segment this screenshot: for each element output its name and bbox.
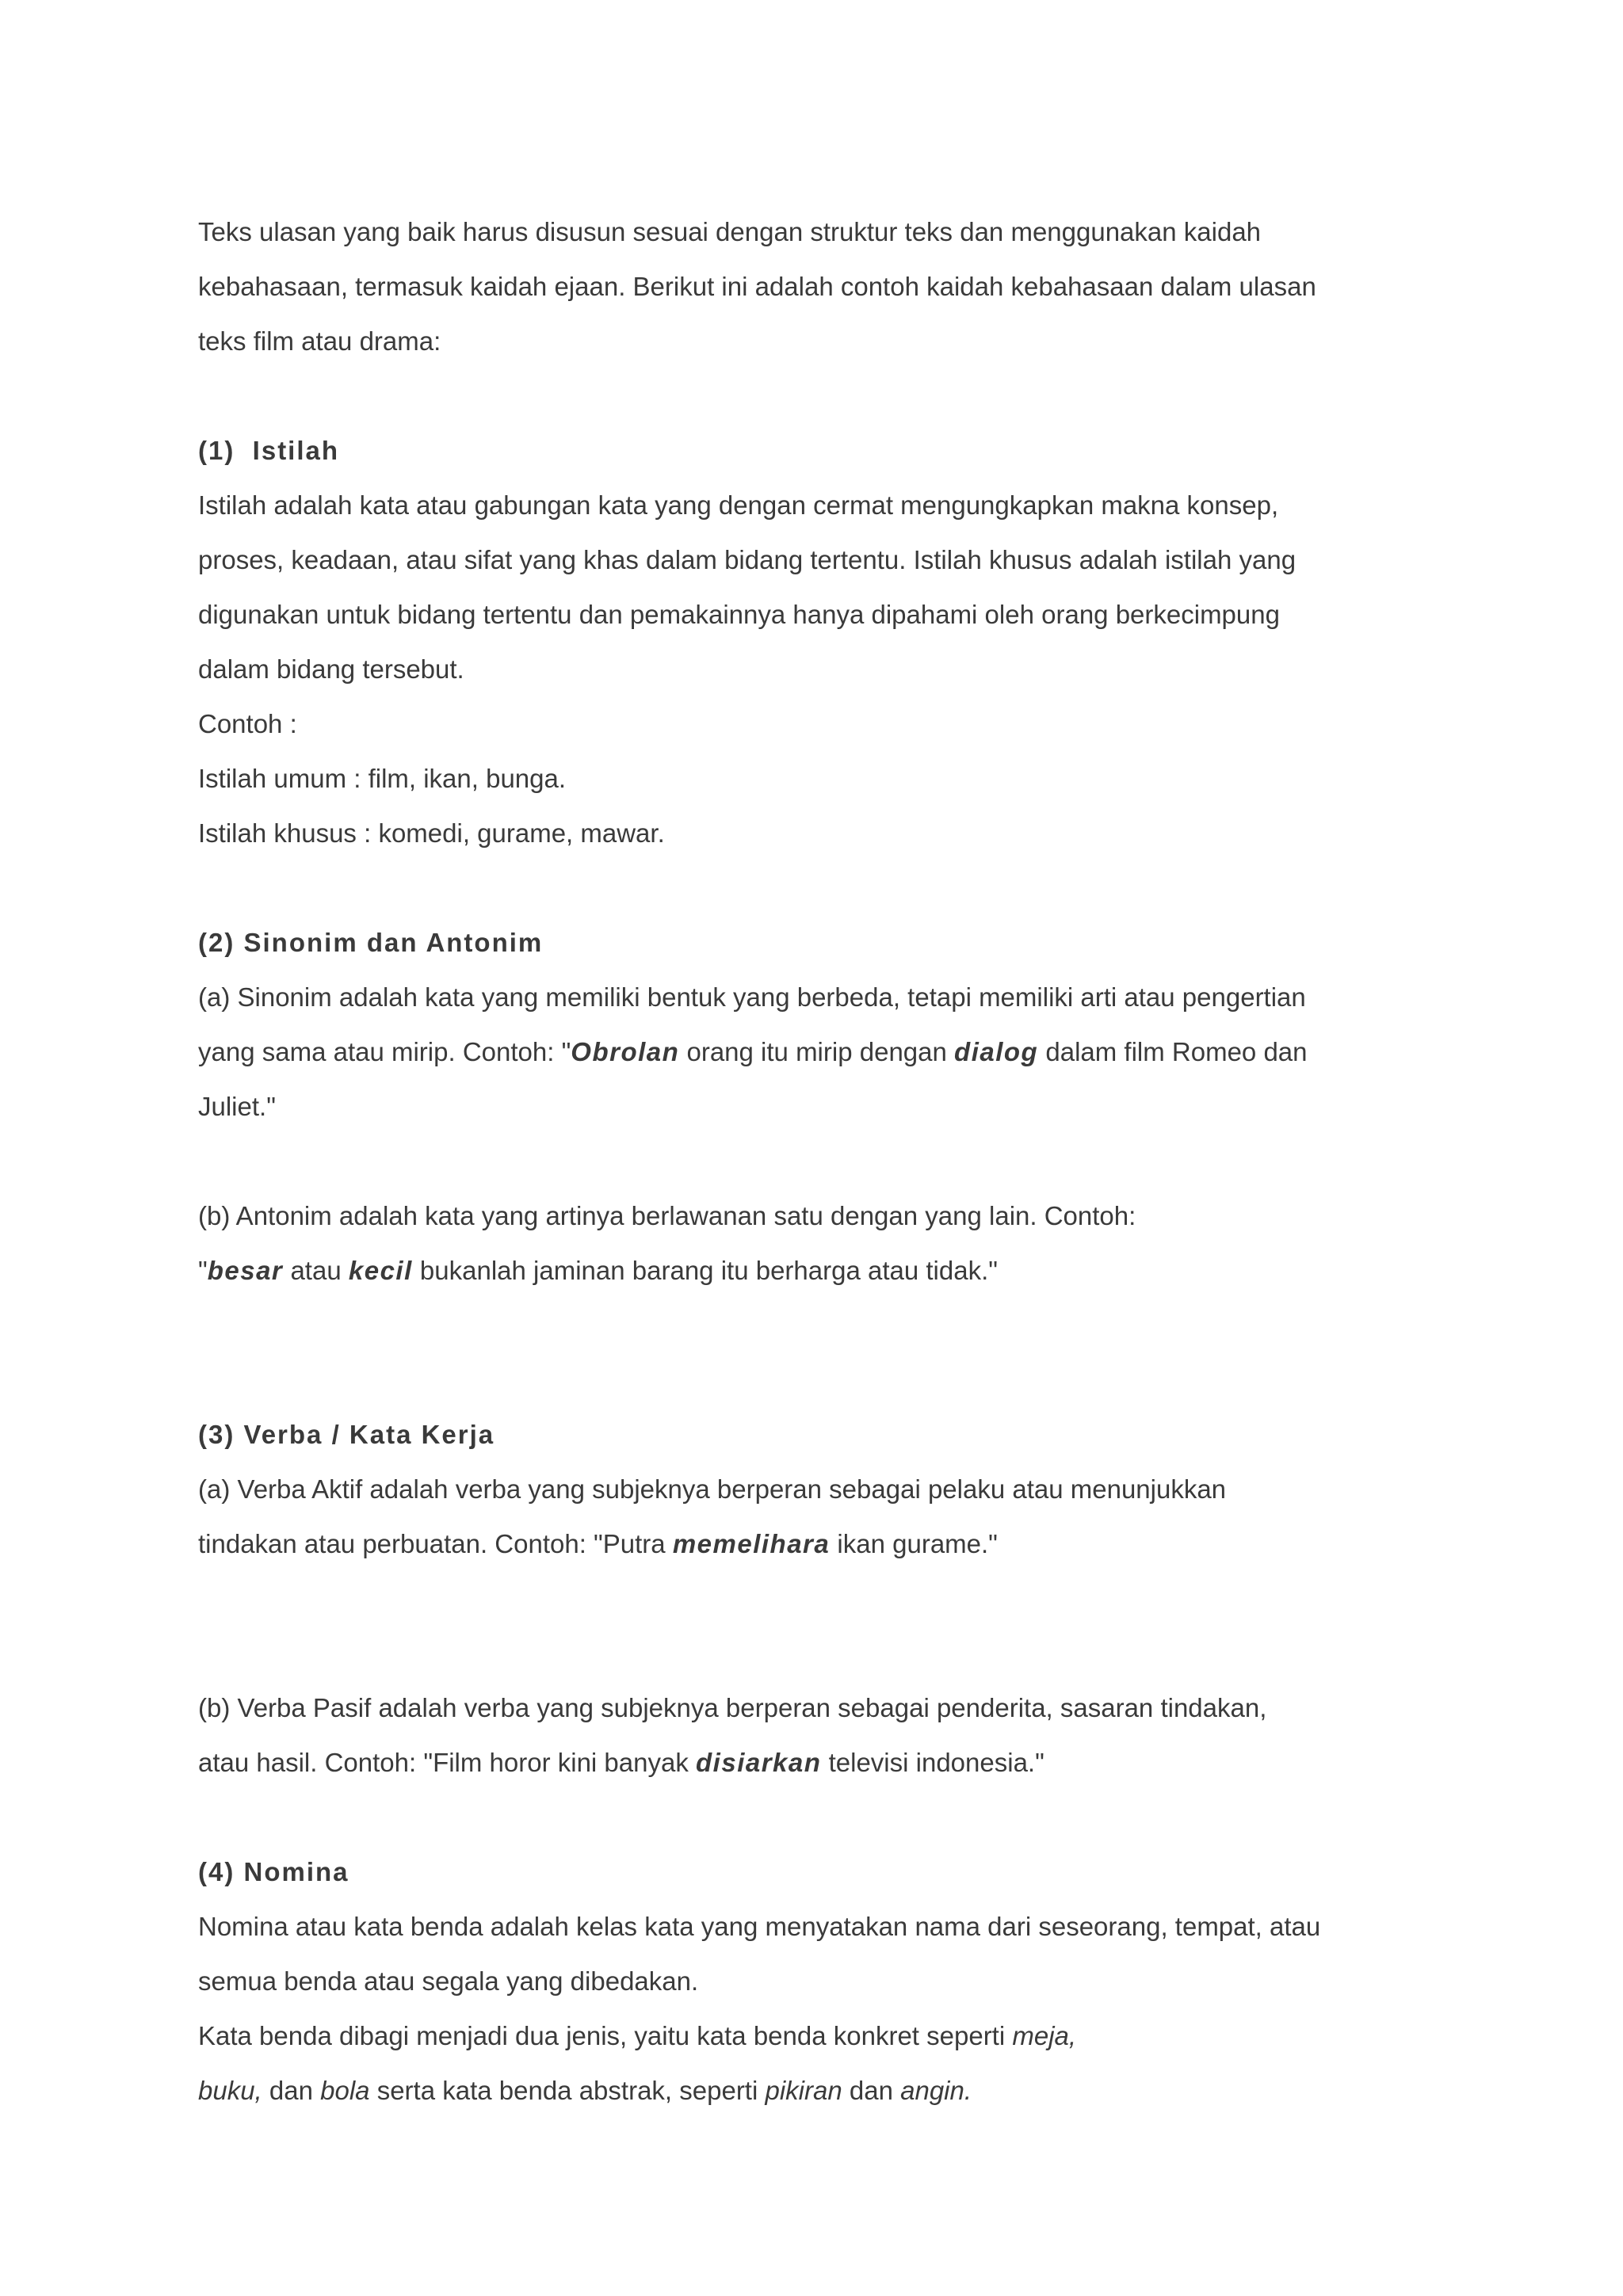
- section-heading-text: (1) Istilah: [198, 436, 340, 465]
- paragraph-line: proses, keadaan, atau sifat yang khas dalam bidang tertentu. Istilah khusus adalah istilah yang: [198, 545, 1296, 574]
- text-run: dan: [842, 2076, 901, 2105]
- example-term: dialog: [954, 1037, 1039, 1066]
- text-run: dan: [262, 2076, 321, 2105]
- section-heading: (2) Sinonim dan Antonim: [198, 928, 544, 957]
- text-run: serta kata benda abstrak, seperti: [369, 2076, 766, 2105]
- section-heading: [198, 423, 1450, 478]
- paragraph-line: (a) Verba Aktif adalah verba yang subjeknya berperan sebagai pelaku atau menunjukkan: [198, 1474, 1227, 1504]
- section-heading: (3) Verba / Kata Kerja: [198, 1420, 495, 1449]
- spacer: [198, 1571, 1450, 1680]
- paragraph-line: digunakan untuk bidang tertentu dan pemakainnya hanya dipahami oleh orang berkecimpung: [198, 600, 1280, 629]
- text-run: dalam film Romeo dan: [1038, 1037, 1308, 1066]
- paragraph-line: dalam bidang tersebut.: [198, 654, 464, 684]
- spacer: [198, 1134, 1450, 1188]
- spacer: [198, 368, 1450, 423]
- text-run: Kata benda dibagi menjadi dua jenis, yaitu kata benda konkret seperti: [198, 2021, 1013, 2050]
- paragraph-line: (b) Verba Pasif adalah verba yang subjeknya berperan sebagai penderita, sasaran tindakan,: [198, 1693, 1267, 1722]
- paragraph-line: Istilah khusus : komedi, gurame, mawar.: [198, 818, 665, 848]
- text-run: tindakan atau perbuatan. Contoh: "Putra: [198, 1529, 673, 1558]
- section-heading: (4) Nomina: [198, 1857, 349, 1886]
- text-run: ikan gurame.": [830, 1529, 998, 1558]
- paragraph-line: [198, 1024, 1450, 1079]
- italic-example: angin.: [900, 2076, 972, 2105]
- text-run: bukanlah jaminan barang itu berharga atau tidak.": [412, 1256, 998, 1285]
- paragraph-line: [198, 1243, 1450, 1298]
- section-verba: [198, 1407, 1450, 1790]
- italic-example: bola: [320, 2076, 370, 2105]
- paragraph-line: Juliet.": [198, 1092, 276, 1121]
- paragraph-line: semua benda atau segala yang dibedakan.: [198, 1966, 699, 1996]
- paragraph-line: (a) Sinonim adalah kata yang memiliki bentuk yang berbeda, tetapi memiliki arti atau pengertian: [198, 982, 1306, 1012]
- example-term: memelihara: [672, 1529, 831, 1558]
- paragraph-line: (b) Antonim adalah kata yang artinya berlawanan satu dengan yang lain. Contoh:: [198, 1201, 1136, 1230]
- text-run: atau hasil. Contoh: "Film horor kini banyak: [198, 1748, 697, 1777]
- italic-example: pikiran: [765, 2076, 842, 2105]
- paragraph-line: Istilah adalah kata atau gabungan kata yang dengan cermat mengungkapkan makna konsep,: [198, 490, 1279, 520]
- paragraph-line: [198, 1735, 1450, 1790]
- paragraph-line: Istilah umum : film, ikan, bunga.: [198, 764, 567, 793]
- document-page: [198, 204, 1450, 2118]
- intro-line: kebahasaan, termasuk kaidah ejaan. Berikut ini adalah contoh kaidah kebahasaan dalam ulasan: [198, 272, 1316, 301]
- intro-line: teks film atau drama:: [198, 326, 441, 356]
- paragraph-line: [198, 2008, 1450, 2063]
- example-term: kecil: [348, 1256, 413, 1285]
- text-run: ": [198, 1256, 208, 1285]
- spacer: [198, 1298, 1450, 1407]
- paragraph-line: Nomina atau kata benda adalah kelas kata yang menyatakan nama dari seseorang, tempat, atau: [198, 1912, 1321, 1941]
- section-istilah: [198, 423, 1450, 860]
- text-run: orang itu mirip dengan: [679, 1037, 955, 1066]
- example-term: disiarkan: [696, 1748, 822, 1777]
- paragraph-line: [198, 2063, 1450, 2118]
- example-term: Obrolan: [571, 1037, 680, 1066]
- section-nomina: [198, 1844, 1450, 2118]
- paragraph-line: [198, 1516, 1450, 1571]
- text-run: atau: [283, 1256, 349, 1285]
- italic-example: meja,: [1012, 2021, 1077, 2050]
- section-sinonim-antonim: [198, 915, 1450, 1298]
- intro-paragraph: [198, 204, 1450, 368]
- paragraph-line: Contoh :: [198, 709, 297, 738]
- intro-line: Teks ulasan yang baik harus disusun sesuai dengan struktur teks dan menggunakan kaidah: [198, 217, 1262, 246]
- spacer: [198, 1790, 1450, 1844]
- text-run: televisi indonesia.": [821, 1748, 1044, 1777]
- italic-example: buku,: [198, 2076, 262, 2105]
- text-run: yang sama atau mirip. Contoh: ": [198, 1037, 571, 1066]
- spacer: [198, 860, 1450, 915]
- example-term: besar: [207, 1256, 284, 1285]
